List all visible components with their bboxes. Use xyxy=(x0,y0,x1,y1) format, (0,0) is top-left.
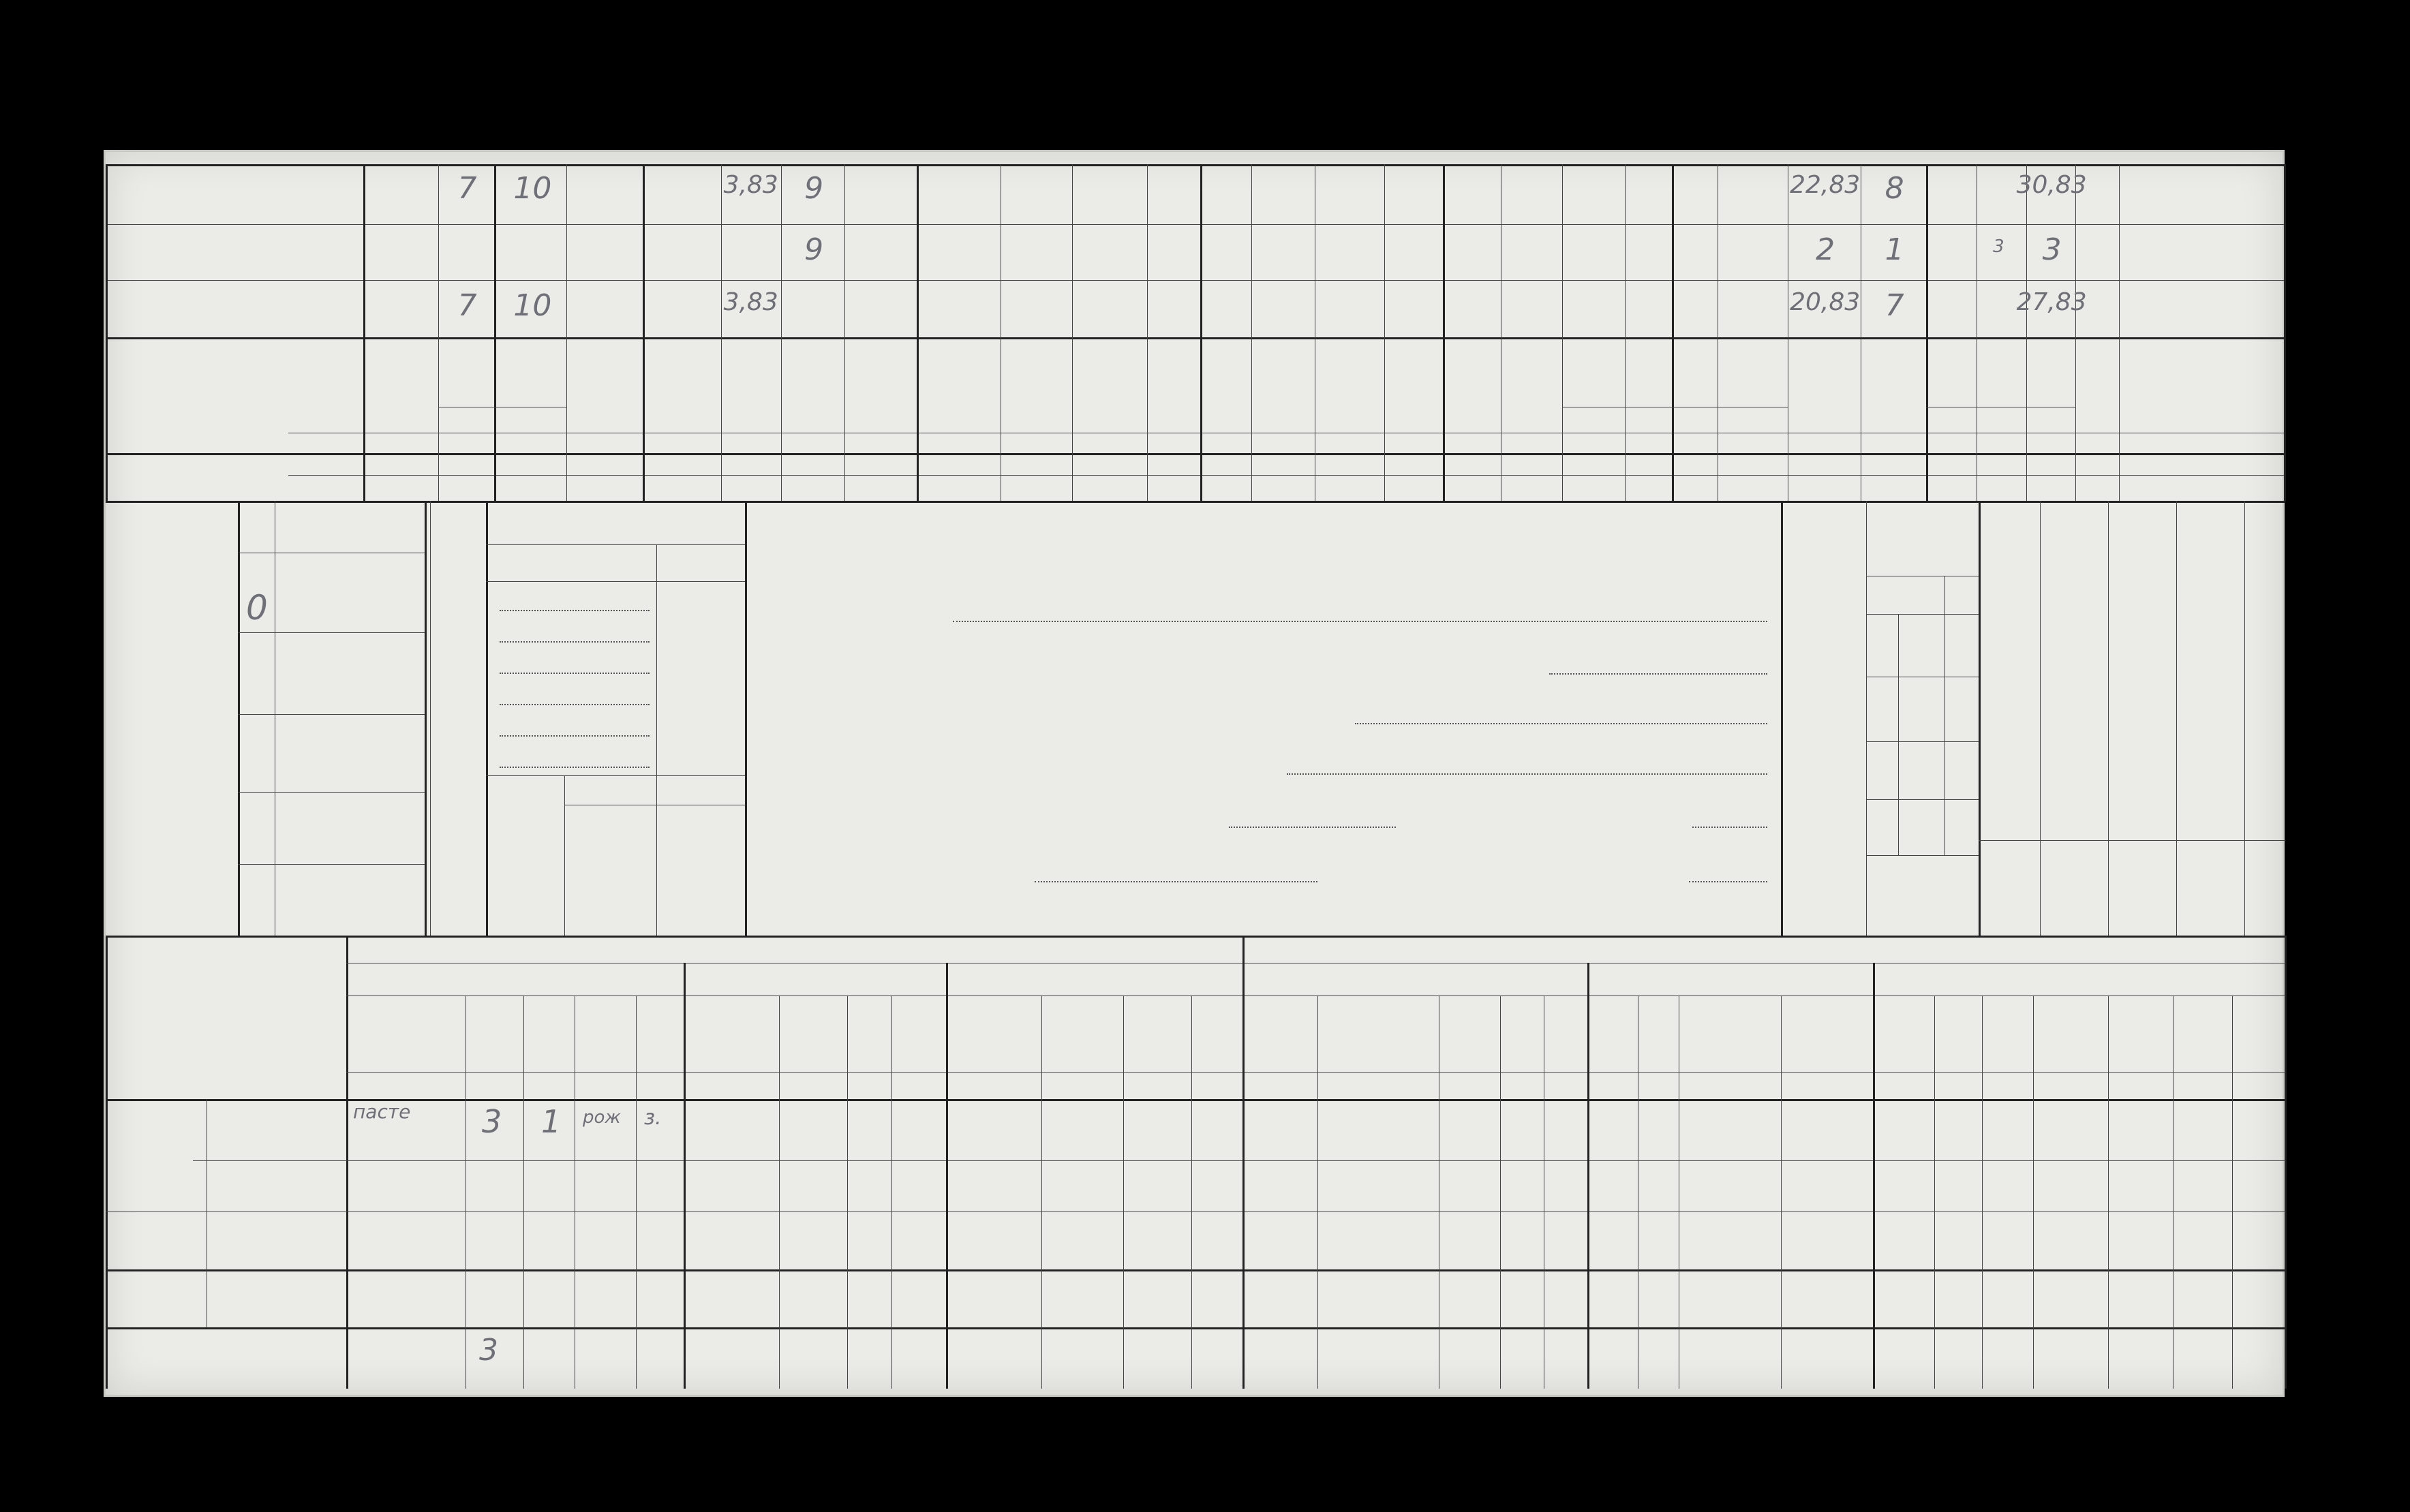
rule-line xyxy=(1147,164,1148,501)
rule-line xyxy=(1625,164,1626,501)
rule-line xyxy=(1562,164,1563,501)
rule-line xyxy=(1982,996,1983,1389)
rule-line xyxy=(2075,164,2076,501)
rule-line xyxy=(486,501,488,936)
handwritten-entry: 27,83 xyxy=(2016,288,2087,316)
dotted-line xyxy=(1355,723,1767,724)
dotted-line xyxy=(500,641,650,643)
rule-line xyxy=(1926,164,1928,501)
rule-line xyxy=(486,544,745,545)
rule-line xyxy=(2284,164,2286,501)
handwritten-entry: 3,83 xyxy=(723,171,778,199)
rule-line xyxy=(1979,501,1981,936)
handwritten-entry: 7 xyxy=(457,171,477,206)
rule-line xyxy=(656,544,657,775)
rule-line xyxy=(1443,164,1445,501)
rule-line xyxy=(745,501,747,936)
rule-line xyxy=(1251,164,1252,501)
rule-line xyxy=(238,864,425,865)
rule-line xyxy=(1781,501,1783,936)
rule-line xyxy=(430,501,431,936)
rule-line xyxy=(106,1099,2285,1101)
rule-line xyxy=(2176,501,2177,936)
handwritten-entry: 7 xyxy=(457,288,477,323)
rule-line xyxy=(1866,799,1979,800)
handwritten-entry: 2 xyxy=(1816,232,1835,267)
handwritten-entry: 10 xyxy=(513,288,552,323)
rule-line xyxy=(566,164,567,501)
rule-line xyxy=(2040,501,2041,936)
handwritten-entry: 3 xyxy=(1993,236,2004,257)
rule-line xyxy=(2026,164,2027,501)
handwritten-entry: з. xyxy=(644,1106,662,1130)
handwritten-entry: 8 xyxy=(1885,171,1904,206)
rule-line xyxy=(106,1327,2285,1329)
handwritten-entry: 0 xyxy=(246,588,268,628)
rule-line xyxy=(636,996,637,1389)
dotted-line xyxy=(500,673,650,674)
rule-line xyxy=(1944,576,1945,855)
rule-line xyxy=(1866,614,1979,615)
rule-line xyxy=(1672,164,1674,501)
rule-line xyxy=(1587,963,1589,1389)
rule-line xyxy=(643,164,645,501)
dotted-line xyxy=(1229,827,1396,828)
rule-line xyxy=(486,775,745,776)
rule-line xyxy=(1934,996,1935,1389)
rule-line xyxy=(346,1072,2285,1073)
dotted-line xyxy=(1689,881,1767,882)
rule-line xyxy=(106,936,2285,938)
rule-line xyxy=(238,632,425,633)
rule-line xyxy=(1200,164,1202,501)
rule-line xyxy=(106,337,2285,339)
rule-line xyxy=(2108,501,2109,936)
dotted-line xyxy=(500,610,650,611)
rule-line xyxy=(1500,996,1501,1389)
rule-line xyxy=(1072,164,1073,501)
handwritten-entry: рож xyxy=(583,1107,621,1128)
handwritten-entry: 3 xyxy=(2042,232,2062,267)
rule-line xyxy=(106,224,2285,225)
handwritten-entry: 9 xyxy=(804,171,824,206)
rule-line xyxy=(106,936,108,1389)
dotted-line xyxy=(1549,673,1767,675)
rule-line xyxy=(1781,996,1782,1389)
rule-line xyxy=(1123,996,1124,1389)
rule-line xyxy=(1866,741,1979,742)
rule-line xyxy=(2285,936,2287,1389)
rule-line xyxy=(106,453,2285,455)
rule-line xyxy=(1979,840,2285,841)
handwritten-entry: 1 xyxy=(1885,232,1904,267)
handwritten-entry: 1 xyxy=(541,1103,562,1140)
rule-line xyxy=(1242,936,1245,1389)
handwritten-entry: 10 xyxy=(513,171,552,206)
rule-line xyxy=(238,792,425,793)
handwritten-entry: 9 xyxy=(804,232,824,267)
rule-line xyxy=(1384,164,1385,501)
dotted-line xyxy=(1692,827,1767,828)
rule-line xyxy=(288,475,2285,476)
rule-line xyxy=(1866,855,1979,856)
rule-line xyxy=(844,164,845,501)
handwritten-entry: 20,83 xyxy=(1790,288,1861,316)
rule-line xyxy=(946,963,948,1389)
dotted-line xyxy=(1287,773,1767,775)
rule-line xyxy=(891,996,892,1389)
rule-line xyxy=(106,164,108,501)
rule-line xyxy=(2033,996,2034,1389)
rule-line xyxy=(1041,996,1042,1389)
handwritten-entry: 22,83 xyxy=(1790,171,1861,199)
rule-line xyxy=(363,164,365,501)
rule-line xyxy=(1866,501,1867,936)
rule-line xyxy=(438,164,439,501)
rule-line xyxy=(193,1160,2285,1161)
rule-line xyxy=(2232,996,2233,1389)
rule-line xyxy=(523,996,524,1389)
rule-line xyxy=(346,936,348,1389)
rule-line xyxy=(2108,996,2109,1389)
census-card xyxy=(104,150,2285,1397)
rule-line xyxy=(779,996,780,1389)
handwritten-entry: 7 xyxy=(1885,288,1904,323)
rule-line xyxy=(2244,501,2245,936)
dotted-line xyxy=(953,621,1767,622)
rule-line xyxy=(494,164,496,501)
rule-line xyxy=(425,501,427,936)
rule-line xyxy=(1191,996,1192,1389)
rule-line xyxy=(847,996,848,1389)
rule-line xyxy=(1898,614,1899,855)
rule-line xyxy=(106,280,2285,281)
rule-line xyxy=(106,1269,2285,1271)
rule-line xyxy=(2119,164,2120,501)
handwritten-entry: 30,83 xyxy=(2016,171,2087,199)
rule-line xyxy=(781,164,782,501)
rule-line xyxy=(684,963,686,1389)
rule-line xyxy=(656,775,657,936)
rule-line xyxy=(917,164,919,501)
handwritten-entry: пасте xyxy=(353,1100,411,1123)
handwritten-entry: 3 xyxy=(479,1333,498,1368)
rule-line xyxy=(1873,963,1875,1389)
handwritten-entry: 3,83 xyxy=(723,288,778,316)
dotted-line xyxy=(500,704,650,705)
rule-line xyxy=(106,164,2285,166)
dotted-line xyxy=(1035,881,1317,882)
rule-line xyxy=(1317,996,1318,1389)
rule-line xyxy=(486,581,745,582)
dotted-line xyxy=(500,767,650,768)
rule-line xyxy=(238,714,425,715)
dotted-line xyxy=(500,735,650,737)
rule-line xyxy=(721,164,722,501)
rule-line xyxy=(238,501,240,936)
rule-line xyxy=(564,775,565,936)
rule-line xyxy=(106,501,2285,503)
handwritten-entry: 3 xyxy=(482,1103,502,1140)
